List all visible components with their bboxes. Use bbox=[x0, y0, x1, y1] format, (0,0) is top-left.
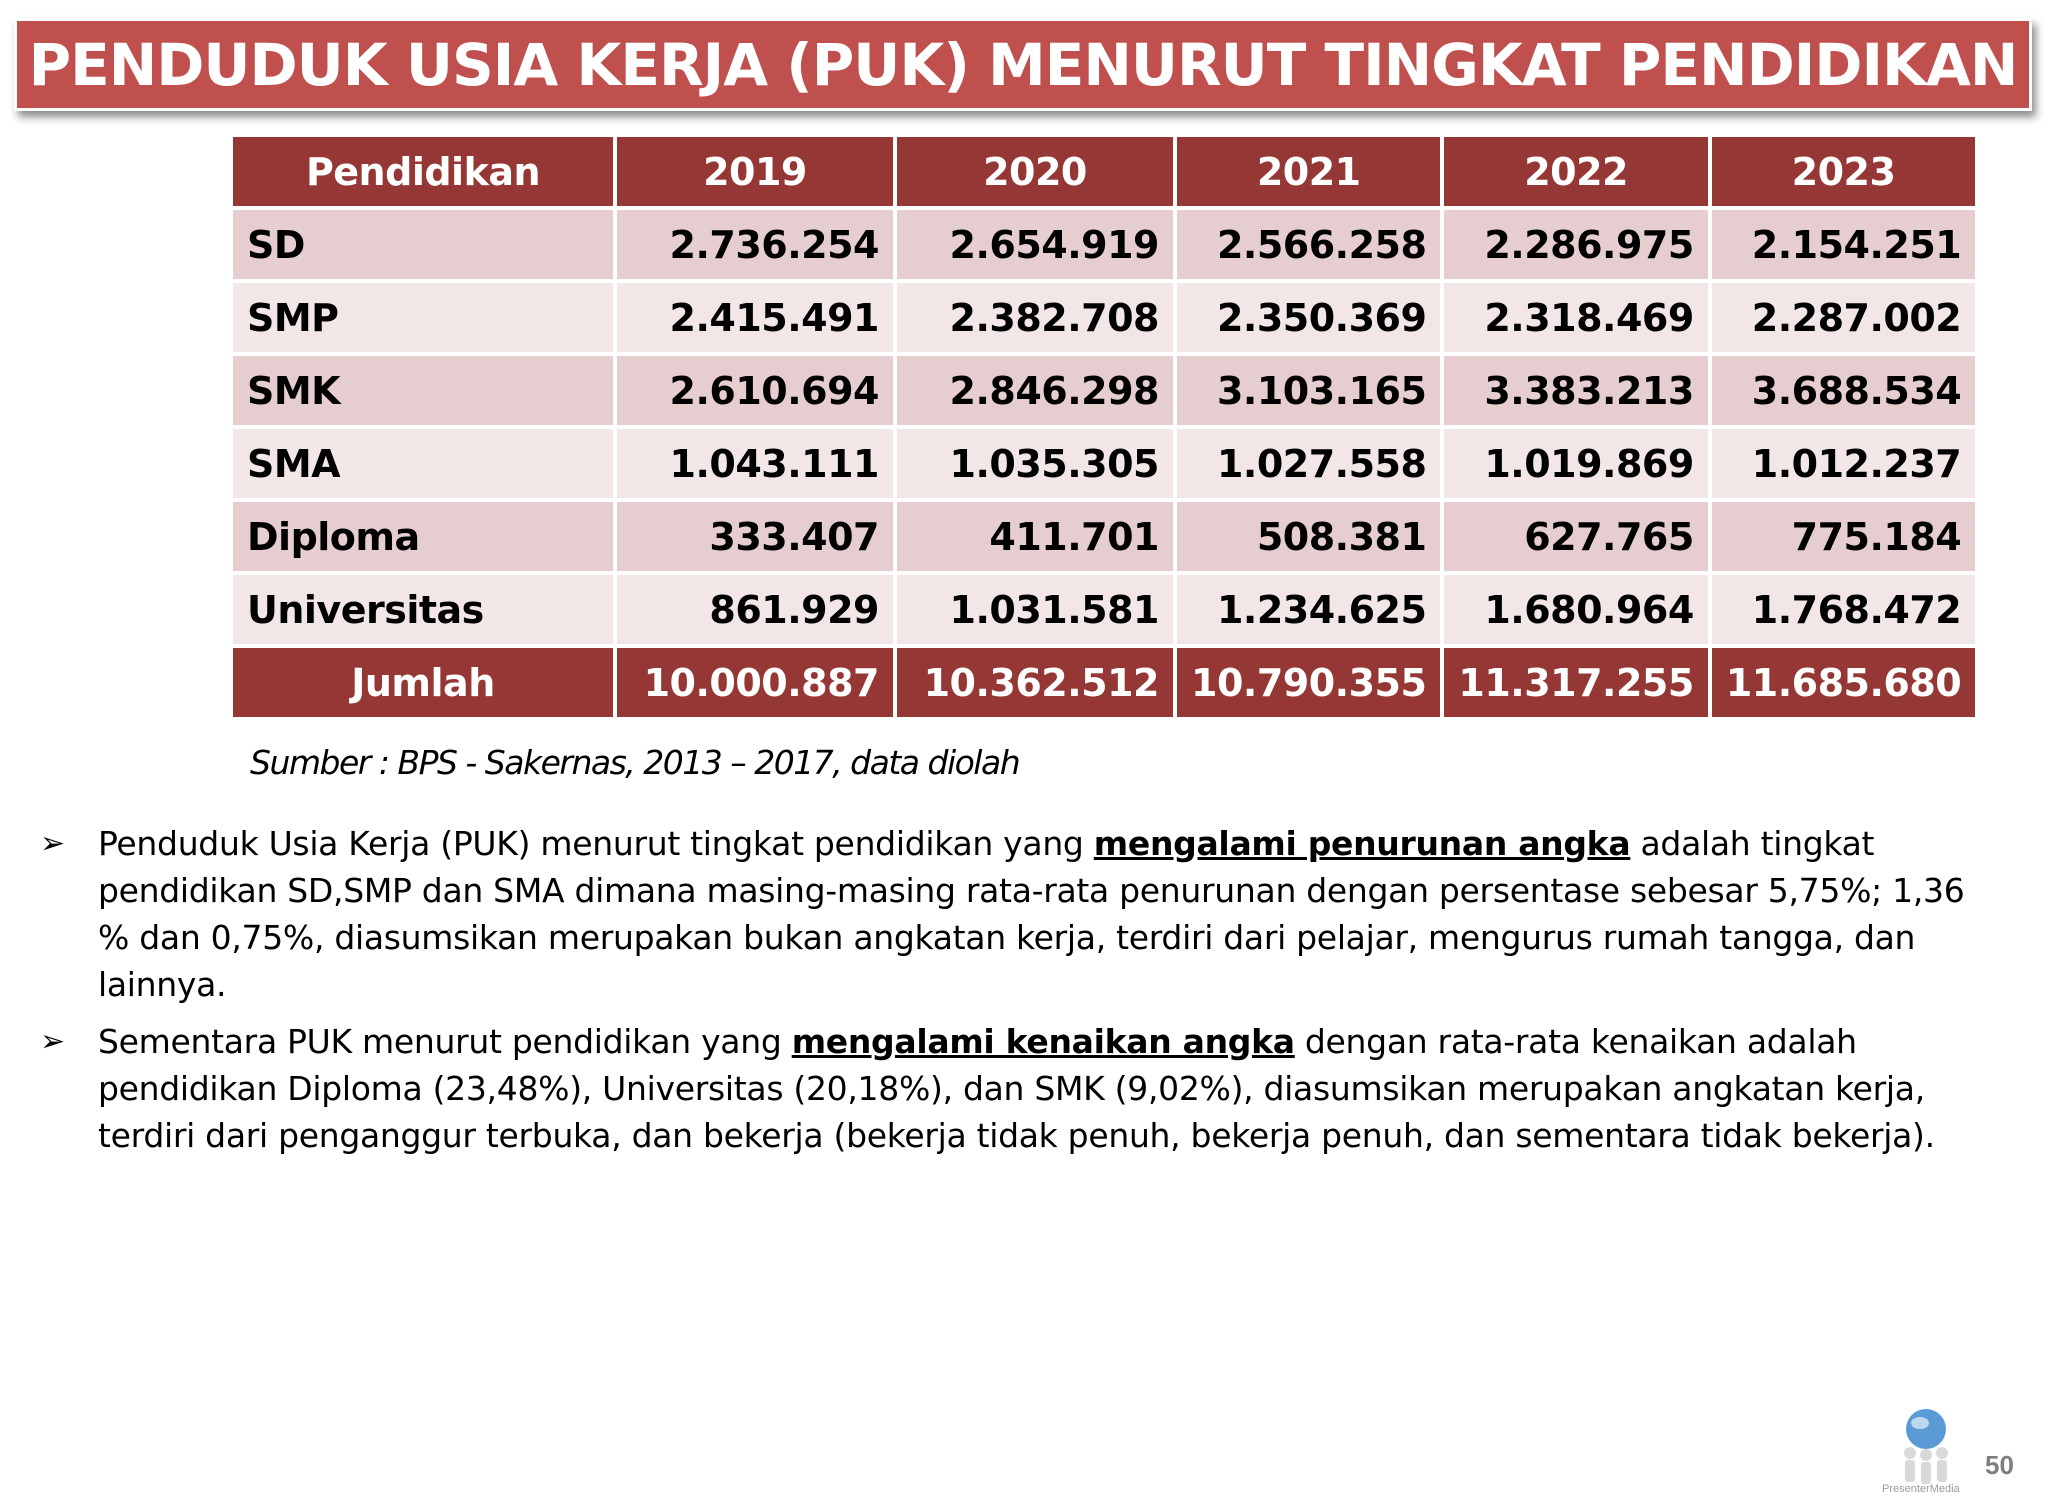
education-table bbox=[229, 133, 1979, 721]
table-cell: 1.680.964 bbox=[1444, 575, 1707, 644]
table-cell: 2.415.491 bbox=[617, 283, 893, 352]
row-label: SMA bbox=[233, 429, 613, 498]
table-cell: 775.184 bbox=[1712, 502, 1975, 571]
total-cell: 10.790.355 bbox=[1177, 648, 1440, 717]
header-cell: 2023 bbox=[1712, 137, 1975, 206]
table-cell: 1.043.111 bbox=[617, 429, 893, 498]
table-cell: 2.318.469 bbox=[1444, 283, 1707, 352]
table-cell: 2.736.254 bbox=[617, 210, 893, 279]
table-cell: 2.654.919 bbox=[897, 210, 1173, 279]
total-cell: 10.000.887 bbox=[617, 648, 893, 717]
table-cell: 1.019.869 bbox=[1444, 429, 1707, 498]
table-cell: 411.701 bbox=[897, 502, 1173, 571]
table-row bbox=[233, 356, 1975, 425]
table-cell: 2.566.258 bbox=[1177, 210, 1440, 279]
header-cell: Pendidikan bbox=[233, 137, 613, 206]
bullet-text-part: Sementara PUK menurut pendidikan yang bbox=[98, 1022, 792, 1061]
table-row bbox=[233, 429, 1975, 498]
source-note: Sumber : BPS - Sakernas, 2013 – 2017, data diolah bbox=[250, 743, 1020, 782]
bullet-text-part: adalah tingkat pendidikan SD,SMP dan SMA dimana masing-masing rata-rata penurunan dengan persentase sebesar 5,75%; 1,36 % dan 0,75%, diasumsikan merupakan bukan angkatan kerja, terdiri dari pelajar, mengurus rumah tangga, dan lainnya. bbox=[98, 824, 1965, 1004]
bullet-text bbox=[98, 1018, 2000, 1159]
table-cell: 1.031.581 bbox=[897, 575, 1173, 644]
bullet-item bbox=[40, 1018, 2000, 1159]
page-number: 50 bbox=[1985, 1450, 2014, 1480]
table-cell: 627.765 bbox=[1444, 502, 1707, 571]
table-cell: 2.350.369 bbox=[1177, 283, 1440, 352]
header-cell: 2022 bbox=[1444, 137, 1707, 206]
arrow-bullet-icon: ➢ bbox=[40, 826, 66, 861]
table-cell: 2.610.694 bbox=[617, 356, 893, 425]
header-cell: 2021 bbox=[1177, 137, 1440, 206]
table-total-row bbox=[233, 648, 1975, 717]
total-cell: 10.362.512 bbox=[897, 648, 1173, 717]
bullet-text bbox=[98, 820, 2000, 1008]
table-cell: 2.287.002 bbox=[1712, 283, 1975, 352]
row-label: SD bbox=[233, 210, 613, 279]
table-row bbox=[233, 283, 1975, 352]
total-cell: 11.685.680 bbox=[1712, 648, 1975, 717]
table-row bbox=[233, 575, 1975, 644]
table-cell: 1.027.558 bbox=[1177, 429, 1440, 498]
arrow-bullet-icon: ➢ bbox=[40, 1024, 66, 1059]
table-cell: 3.688.534 bbox=[1712, 356, 1975, 425]
header-cell: 2020 bbox=[897, 137, 1173, 206]
table-cell: 1.012.237 bbox=[1712, 429, 1975, 498]
bullet-emphasis: mengalami kenaikan angka bbox=[791, 1022, 1295, 1061]
row-label: Universitas bbox=[233, 575, 613, 644]
table-cell: 3.383.213 bbox=[1444, 356, 1707, 425]
page-title: PENDUDUK USIA KERJA (PUK) MENURUT TINGKAT PENDIDIKAN bbox=[28, 30, 2018, 99]
total-label: Jumlah bbox=[233, 648, 613, 717]
bullet-item bbox=[40, 820, 2000, 1008]
bullet-text-part: Penduduk Usia Kerja (PUK) menurut tingkat pendidikan yang bbox=[98, 824, 1094, 863]
table-cell: 2.846.298 bbox=[897, 356, 1173, 425]
bullet-list bbox=[40, 820, 2000, 1169]
total-cell: 11.317.255 bbox=[1444, 648, 1707, 717]
table-row bbox=[233, 502, 1975, 571]
table-cell: 2.286.975 bbox=[1444, 210, 1707, 279]
table-cell: 1.234.625 bbox=[1177, 575, 1440, 644]
table-cell: 2.154.251 bbox=[1712, 210, 1975, 279]
row-label: Diploma bbox=[233, 502, 613, 571]
table-cell: 508.381 bbox=[1177, 502, 1440, 571]
table-cell: 333.407 bbox=[617, 502, 893, 571]
title-bar bbox=[14, 18, 2032, 111]
table-cell: 1.768.472 bbox=[1712, 575, 1975, 644]
table-cell: 861.929 bbox=[617, 575, 893, 644]
bullet-text-part: dengan rata-rata kenaikan adalah pendidikan Diploma (23,48%), Universitas (20,18%), dan SMK (9,02%), diasumsikan merupakan angkatan kerja, terdiri dari penganggur terbuka, dan bekerja (bekerja tidak penuh, bekerja penuh, dan sementara tidak bekerja). bbox=[98, 1022, 1935, 1155]
row-label: SMP bbox=[233, 283, 613, 352]
table-row bbox=[233, 210, 1975, 279]
logo-text: PresenterMedia bbox=[1882, 1483, 1960, 1495]
header-cell: 2019 bbox=[617, 137, 893, 206]
row-label: SMK bbox=[233, 356, 613, 425]
bullet-emphasis: mengalami penurunan angka bbox=[1093, 824, 1631, 863]
presentermedia-logo-icon bbox=[1892, 1405, 1960, 1493]
table-header-row bbox=[233, 137, 1975, 206]
table-cell: 1.035.305 bbox=[897, 429, 1173, 498]
table-cell: 3.103.165 bbox=[1177, 356, 1440, 425]
table-cell: 2.382.708 bbox=[897, 283, 1173, 352]
